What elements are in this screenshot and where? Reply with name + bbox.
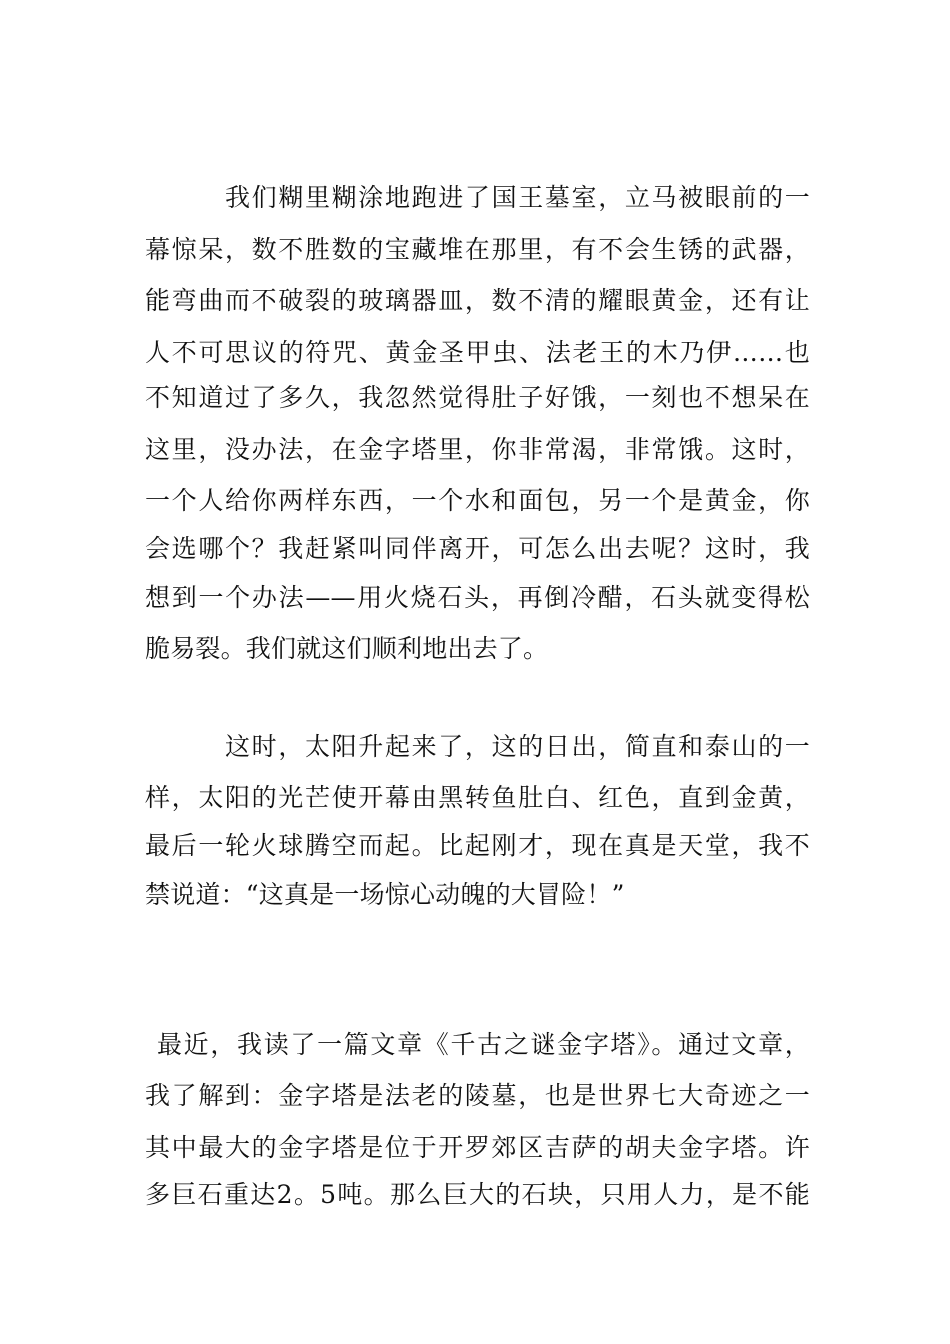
- text-line: 这里，没办法，在金字塔里，你非常渴，非常饿。这时，: [145, 435, 810, 464]
- text-line: 人不可思议的符咒、黄金圣甲虫、法老王的木乃伊……也: [145, 338, 810, 367]
- text-line: 一个人给你两样东西，一个水和面包，另一个是黄金，你: [145, 486, 810, 515]
- text-line: 样，太阳的光芒使开幕由黑转鱼肚白、红色，直到金黄，: [145, 783, 810, 812]
- text-line: 最后一轮火球腾空而起。比起刚才，现在真是天堂，我不: [145, 831, 810, 860]
- text-line: 我们糊里糊涂地跑进了国王墓室，立马被眼前的一: [225, 183, 810, 212]
- text-line: 这时，太阳升起来了，这的日出，简直和泰山的一: [225, 732, 810, 761]
- text-line: 禁说道：“这真是一场惊心动魄的大冒险！”: [145, 880, 625, 909]
- text-line: 最近，我读了一篇文章《千古之谜金字塔》。通过文章，: [157, 1030, 810, 1059]
- text-line: 想到一个办法——用火烧石头，再倒冷醋，石头就变得松: [145, 583, 810, 612]
- text-line: 会选哪个？我赶紧叫同伴离开，可怎么出去呢？这时，我: [145, 534, 810, 563]
- text-line: 不知道过了多久，我忽然觉得肚子好饿，一刻也不想呆在: [145, 383, 810, 412]
- text-line: 幕惊呆，数不胜数的宝藏堆在那里，有不会生锈的武器，: [145, 235, 810, 264]
- text-line: 其中最大的金字塔是位于开罗郊区吉萨的胡夫金字塔。许: [145, 1133, 810, 1162]
- text-line: 脆易裂。我们就这们顺利地出去了。: [145, 634, 549, 663]
- text-line: 多巨石重达2。5吨。那么巨大的石块，只用人力，是不能: [145, 1180, 810, 1209]
- text-line: 能弯曲而不破裂的玻璃器皿，数不清的耀眼黄金，还有让: [145, 286, 810, 315]
- text-line: 我了解到：金字塔是法老的陵墓，也是世界七大奇迹之一: [145, 1081, 810, 1110]
